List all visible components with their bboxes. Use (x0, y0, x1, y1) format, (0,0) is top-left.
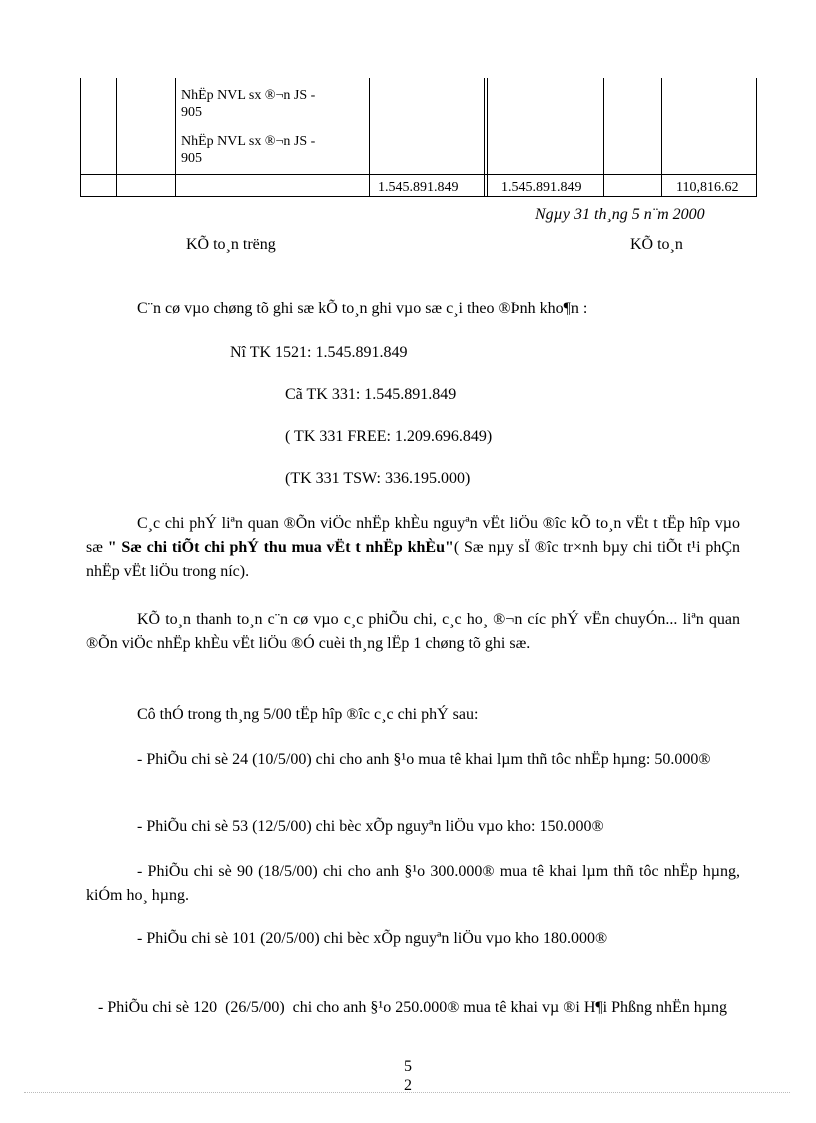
voucher-text: - PhiÕu chi sè 120 (26/5/00) chi cho anh §¹o 250.000® mua tê khai vµ ®i H¶i Phßng nhËn hµng (94, 999, 727, 1016)
journal-entry-sub-tsw: (TK 331 TSW: 336.195.000) (285, 470, 471, 487)
table-row-desc: NhËp NVL sx ®¬n JS - (181, 134, 316, 149)
page-number-line2: 2 (404, 1077, 412, 1094)
table-row-desc: 905 (181, 105, 202, 120)
ledger-table-fragment (80, 78, 757, 197)
journal-entry-credit: Cã TK 331: 1.545.891.849 (285, 386, 457, 403)
paragraph-text: ( Sæ nµy sÏ ®îc tr×nh bµy chi tiÕt t¹i phÇn nhËp vËt liÖu trong níc). (86, 539, 741, 580)
journal-entry-sub-free: ( TK 331 FREE: 1.209.696.849) (285, 428, 493, 445)
table-col-rule (369, 78, 370, 197)
paragraph-text: KÕ to¸n thanh to¸n c¨n cø vµo c¸c phiÕu chi, c¸c ho¸ ®¬n cíc phÝ vËn chuyÓn... liªn quan ®Õn viÖc nhËp khÈu vËt liÖu ®Ó cuèi th¸ng lËp 1 chøng tõ ghi sæ. (86, 611, 740, 652)
paragraph-payment-accountant (86, 608, 740, 656)
voucher-item (86, 972, 740, 1020)
signature-accountant: KÕ to¸n (630, 236, 683, 253)
voucher-item: - PhiÕu chi sè 101 (20/5/00) chi bèc xÕp nguyªn liÖu vµo kho 180.000® (137, 930, 608, 947)
table-col-rule (80, 78, 81, 197)
table-col-rule (661, 78, 662, 197)
table-col-rule (487, 78, 488, 197)
table-col-rule (603, 78, 604, 197)
voucher-item (86, 860, 740, 908)
table-col-rule (116, 78, 117, 197)
table-total-last: 110,816.62 (676, 180, 739, 195)
ledger-name: " Sæ chi tiÕt chi phÝ thu mua vËt t nhËp khÈu" (107, 539, 454, 556)
journal-entry-debit: Nî TK 1521: 1.545.891.849 (230, 344, 408, 361)
table-row-rule (80, 174, 757, 175)
table-col-rule (175, 78, 176, 197)
paragraph-may-costs: Cô thÓ trong th¸ng 5/00 tËp hîp ®îc c¸c chi phÝ sau: (137, 706, 479, 723)
table-row-rule (80, 196, 757, 197)
signature-date: Ngµy 31 th¸ng 5 n¨m 2000 (535, 206, 705, 223)
table-col-rule (756, 78, 757, 197)
table-col-rule (484, 78, 485, 197)
page-boundary (24, 1092, 790, 1093)
table-row-desc: 905 (181, 151, 202, 166)
table-total-credit: 1.545.891.849 (501, 180, 582, 195)
paragraph-import-costs (86, 512, 740, 584)
voucher-text: - PhiÕu chi sè 90 (18/5/00) chi cho anh §¹o 300.000® mua tê khai lµm thñ tôc nhËp hµng, kiÓm ho¸ hµng. (86, 863, 740, 904)
voucher-item: - PhiÕu chi sè 53 (12/5/00) chi bèc xÕp nguyªn liÖu vµo kho: 150.000® (137, 818, 604, 835)
table-row-desc: NhËp NVL sx ®¬n JS - (181, 88, 316, 103)
voucher-text: - PhiÕu chi sè 24 (10/5/00) chi cho anh §¹o mua tê khai lµm thñ tôc nhËp hµng: 50.000® (137, 751, 711, 768)
signature-chief-accountant: KÕ to¸n trëng (186, 236, 276, 253)
page-number-line1: 5 (404, 1058, 412, 1075)
paragraph-text: C¸c chi phÝ liªn quan ®Õn viÖc nhËp khÈu nguyªn vËt liÖu ®îc kÕ to¸n vËt t tËp hîp vµo sæ (86, 515, 740, 556)
voucher-item (86, 748, 740, 772)
table-total-debit: 1.545.891.849 (378, 180, 459, 195)
intro-paragraph: C¨n cø vµo chøng tõ ghi sæ kÕ to¸n ghi vµo sæ c¸i theo ®Þnh kho¶n : (137, 300, 588, 317)
